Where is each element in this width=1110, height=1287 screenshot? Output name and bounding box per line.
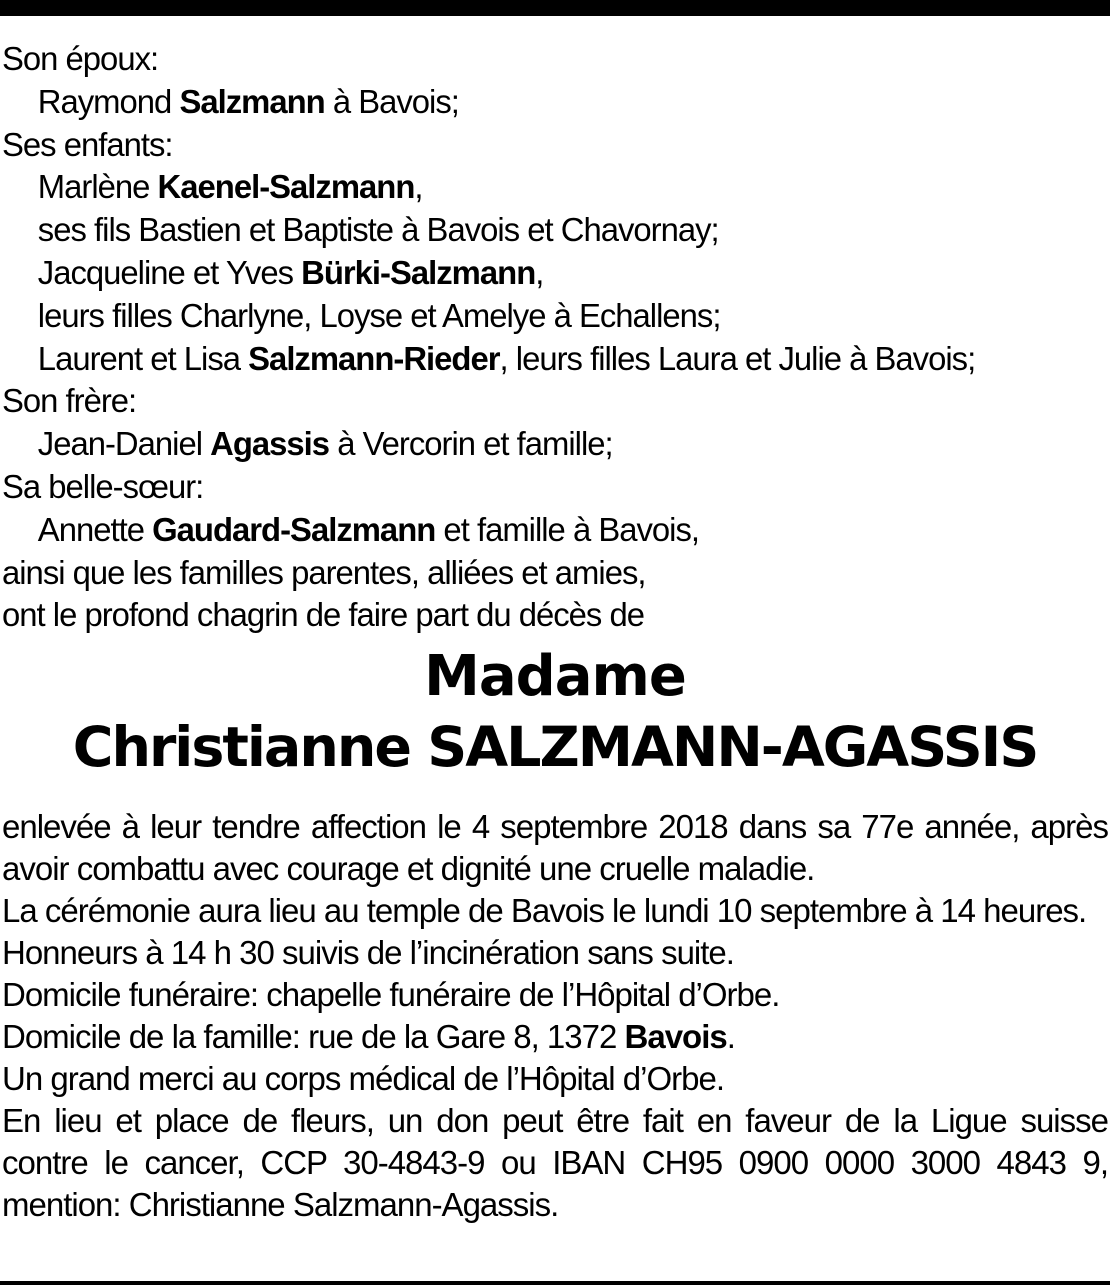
details-paragraph-family-address: Domicile de la famille: rue de la Gare 8, 1372 Bavois. <box>2 1018 735 1055</box>
deceased-title: Madame <box>424 644 686 709</box>
details-paragraph-ceremony: La cérémonie aura lieu au temple de Bavois le lundi 10 septembre à 14 heures. <box>2 892 1087 929</box>
sister-in-law-heading: Sa belle-sœur: <box>2 467 204 505</box>
deceased-name-block <box>0 642 1110 784</box>
child-entry-continued: leurs filles Charlyne, Loyse et Amelye à Echallens; <box>37 296 721 334</box>
announcement-line: ont le profond chagrin de faire part du décès de <box>2 596 644 634</box>
spouse-entry: Raymond Salzmann à Bavois; <box>37 82 459 120</box>
details-paragraph-death: enlevée à leur tendre affection le 4 septembre 2018 dans sa 77e année, après avoir combattu avec courage et dignité une cruelle maladie. <box>2 808 1108 887</box>
details-paragraph-honours: Honneurs à 14 h 30 suivis de l’incinération sans suite. <box>2 934 734 971</box>
brother-entry: Jean-Daniel Agassis à Vercorin et famille; <box>37 425 613 463</box>
bottom-rule <box>0 1281 1110 1285</box>
sister-in-law-entry: Annette Gaudard-Salzmann et famille à Bavois, <box>37 510 699 548</box>
children-heading: Ses enfants: <box>2 125 173 163</box>
deceased-name: Christianne SALZMANN-AGASSIS <box>72 715 1038 780</box>
spouse-heading: Son époux: <box>2 40 159 77</box>
top-rule <box>0 0 1110 16</box>
details-paragraph-thanks: Un grand merci au corps médical de l’Hôpital d’Orbe. <box>2 1060 725 1097</box>
child-entry: Laurent et Lisa Salzmann-Rieder, leurs filles Laura et Julie à Bavois; <box>37 339 976 377</box>
extended-family-line: ainsi que les familles parentes, alliées et amies, <box>2 553 646 591</box>
child-entry-continued: ses fils Bastien et Baptiste à Bavois et Chavornay; <box>37 211 719 249</box>
child-entry: Marlène Kaenel-Salzmann, <box>37 168 423 206</box>
child-entry: Jacqueline et Yves Bürki-Salzmann, <box>37 253 544 291</box>
family-list <box>2 38 1108 637</box>
details-paragraph-donation: En lieu et place de fleurs, un don peut être fait en faveur de la Ligue suisse contre le cancer, CCP 30-4843-9 ou IBAN CH95 0900 0000 3000 4843 9, mention: Christianne Salzmann-Agassis. <box>2 1102 1108 1223</box>
details-paragraph-funeral-home: Domicile funéraire: chapelle funéraire de l’Hôpital d’Orbe. <box>2 976 780 1013</box>
details-block <box>2 806 1108 1226</box>
brother-heading: Son frère: <box>2 382 137 420</box>
